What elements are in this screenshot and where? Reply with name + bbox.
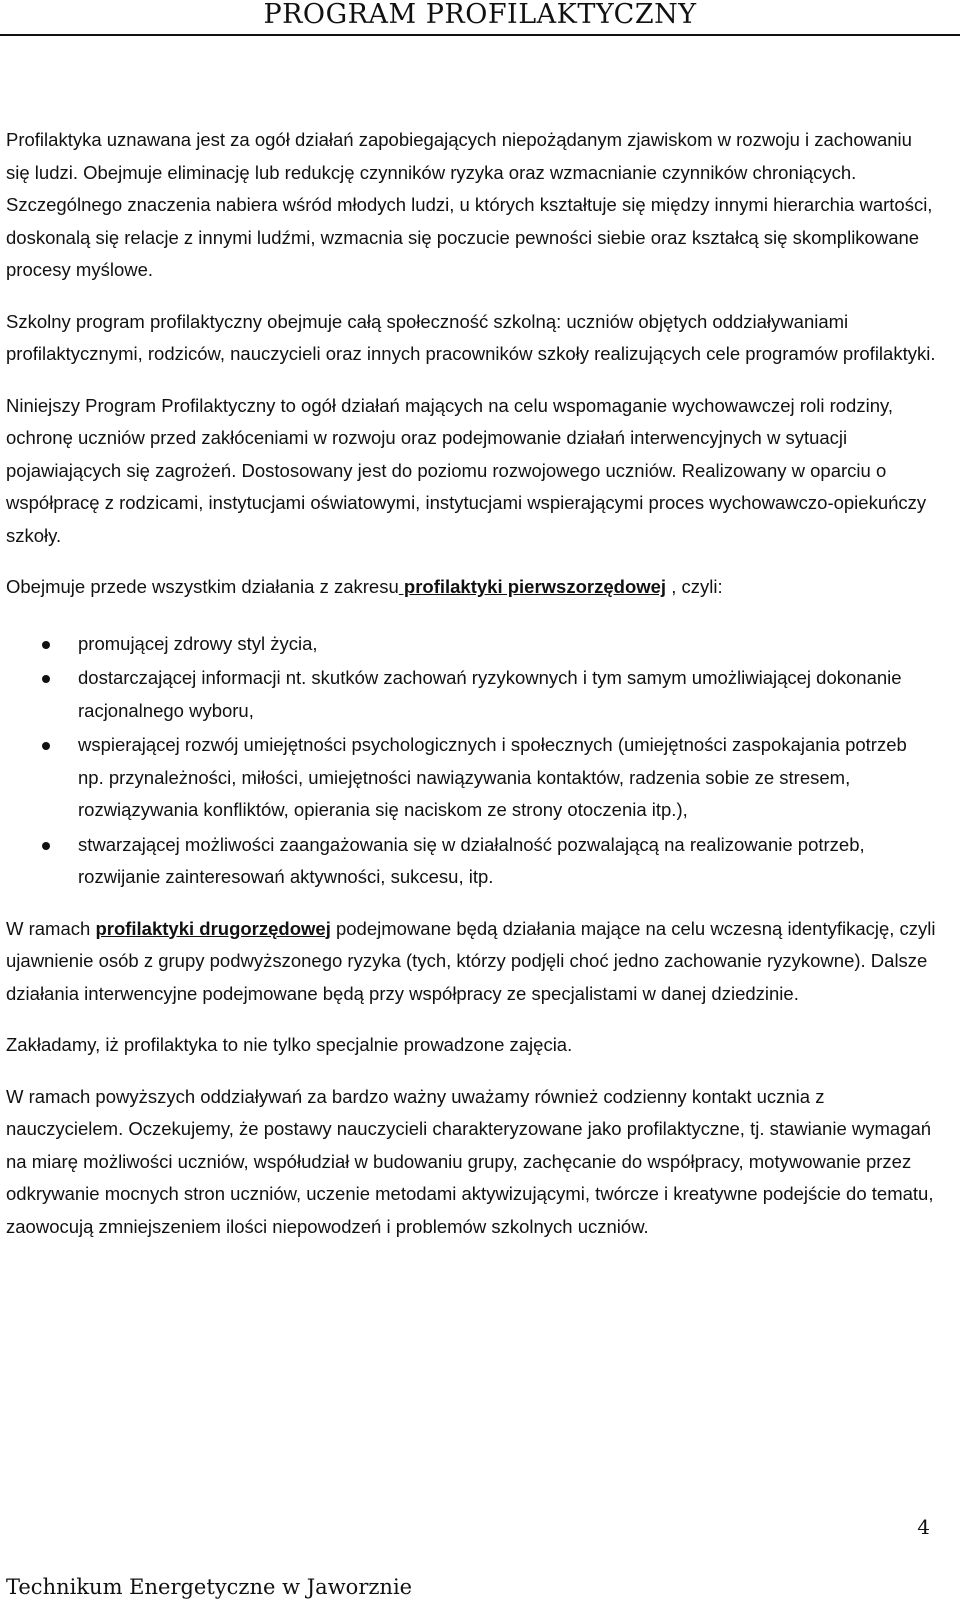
list-item — [6, 829, 936, 894]
paragraph-school-program: Szkolny program profilaktyczny obejmuje całą społeczność szkolną: uczniów objętych oddziaływaniami profilaktycznymi, rodziców, nauczycieli oraz innych pracowników szkoły realizujących cele programów profilaktyki. — [6, 310, 936, 364]
list-item — [6, 628, 936, 661]
page-number: 4 — [917, 1515, 930, 1539]
secondary-prevention-tail: podejmowane będą działania mające na celu wczesną identyfikację, czyli ujawnienie osób z grupy podwyższonego ryzyka (tych, którzy podjęli choć jedno zachowanie ryzykowne). Dalsze działania interwencyjne podejmowane będą przy współpracy ze specjalistami w danej dziedzinie. — [6, 917, 936, 1004]
bullet-icon — [42, 742, 50, 750]
paragraph-primary-prevention — [6, 571, 936, 604]
document-body — [6, 124, 936, 1262]
footer-school-name: Technikum Energetyczne w Jaworznie — [6, 1575, 413, 1599]
paragraph-program-description: Niniejszy Program Profilaktyczny to ogół działań mających na celu wspomaganie wychowawczej roli rodziny, ochronę uczniów przed zakłóceniami w rozwoju oraz podejmowanie działań interwencyjnych w sytuacji pojawiających się zagrożeń. Dostosowany jest do poziomu rozwojowego uczniów. Realizowany w oparciu o współpracę z rodzicami, instytucjami oświatowymi, instytucjami wspierającymi proces wychowawczo-opiekuńczy szkoły. — [6, 394, 927, 546]
paragraph-teacher-contact: W ramach powyższych oddziaływań za bardzo ważny uważamy również codzienny kontakt ucznia z nauczycielem. Oczekujemy, że postawy nauczycieli charakteryzowane jako profilaktyczne, tj. stawianie wymagań na miarę możliwości uczniów, współudział w budowaniu grupy, zachęcanie do współpracy, motywowanie przez odkrywanie mocnych stron uczniów, uczenie metodami aktywizującymi, twórcze i kreatywne podejście do tematu, zaowocują zmniejszeniem ilości niepowodzeń i problemów szkolnych uczniów. — [6, 1085, 934, 1237]
list-item-text: promującej zdrowy styl życia, — [78, 632, 318, 654]
bullet-icon — [42, 842, 50, 850]
primary-prevention-list — [6, 628, 936, 894]
bullet-icon — [42, 675, 50, 683]
page-header-title: PROGRAM PROFILAKTYCZNY — [263, 0, 697, 30]
list-item-text: dostarczającej informacji nt. skutków zachowań ryzykownych i tym samym umożliwiającej dokonanie racjonalnego wyboru, — [78, 667, 902, 721]
paragraph-intro: Profilaktyka uznawana jest za ogół działań zapobiegających niepożądanym zjawiskom w rozwoju i zachowaniu się ludzi. Obejmuje eliminację lub redukcję czynników ryzyka oraz wzmacnianie czynników chroniących. Szczególnego znaczenia nabiera wśród młodych ludzi, u których kształtuje się między innymi hierarchia wartości, doskonalą się relacje z innymi ludźmi, wzmacnia się poczucie pewności siebie oraz kształcą się skomplikowane procesy myślowe. — [6, 129, 933, 280]
primary-prevention-lead: Obejmuje przede wszystkim działania z zakresu — [6, 576, 399, 597]
paragraph-secondary-prevention — [6, 913, 936, 1011]
list-item-text: wspierającej rozwój umiejętności psychologicznych i społecznych (umiejętności zaspokajania potrzeb np. przynależności, miłości, umiejętności nawiązywania kontaktów, radzenia sobie ze stresem, rozwiązywania konfliktów, opierania się naciskom ze strony otoczenia itp.), — [78, 734, 907, 820]
list-item — [6, 662, 936, 727]
header-divider — [0, 34, 960, 36]
secondary-prevention-term: profilaktyki drugorzędowej — [95, 917, 331, 939]
list-item-text: stwarzającej możliwości zaangażowania się w działalność pozwalającą na realizowanie potrzeb, rozwijanie zainteresowań aktywności, sukcesu, itp. — [78, 833, 865, 887]
primary-prevention-tail: , czyli: — [666, 576, 723, 597]
list-item — [6, 729, 936, 827]
secondary-prevention-lead: W ramach — [6, 917, 96, 939]
primary-prevention-term: profilaktyki pierwszorzędowej — [398, 576, 667, 597]
bullet-icon — [42, 641, 50, 649]
paragraph-assumption: Zakładamy, iż profilaktyka to nie tylko specjalnie prowadzone zajęcia. — [6, 1034, 573, 1055]
